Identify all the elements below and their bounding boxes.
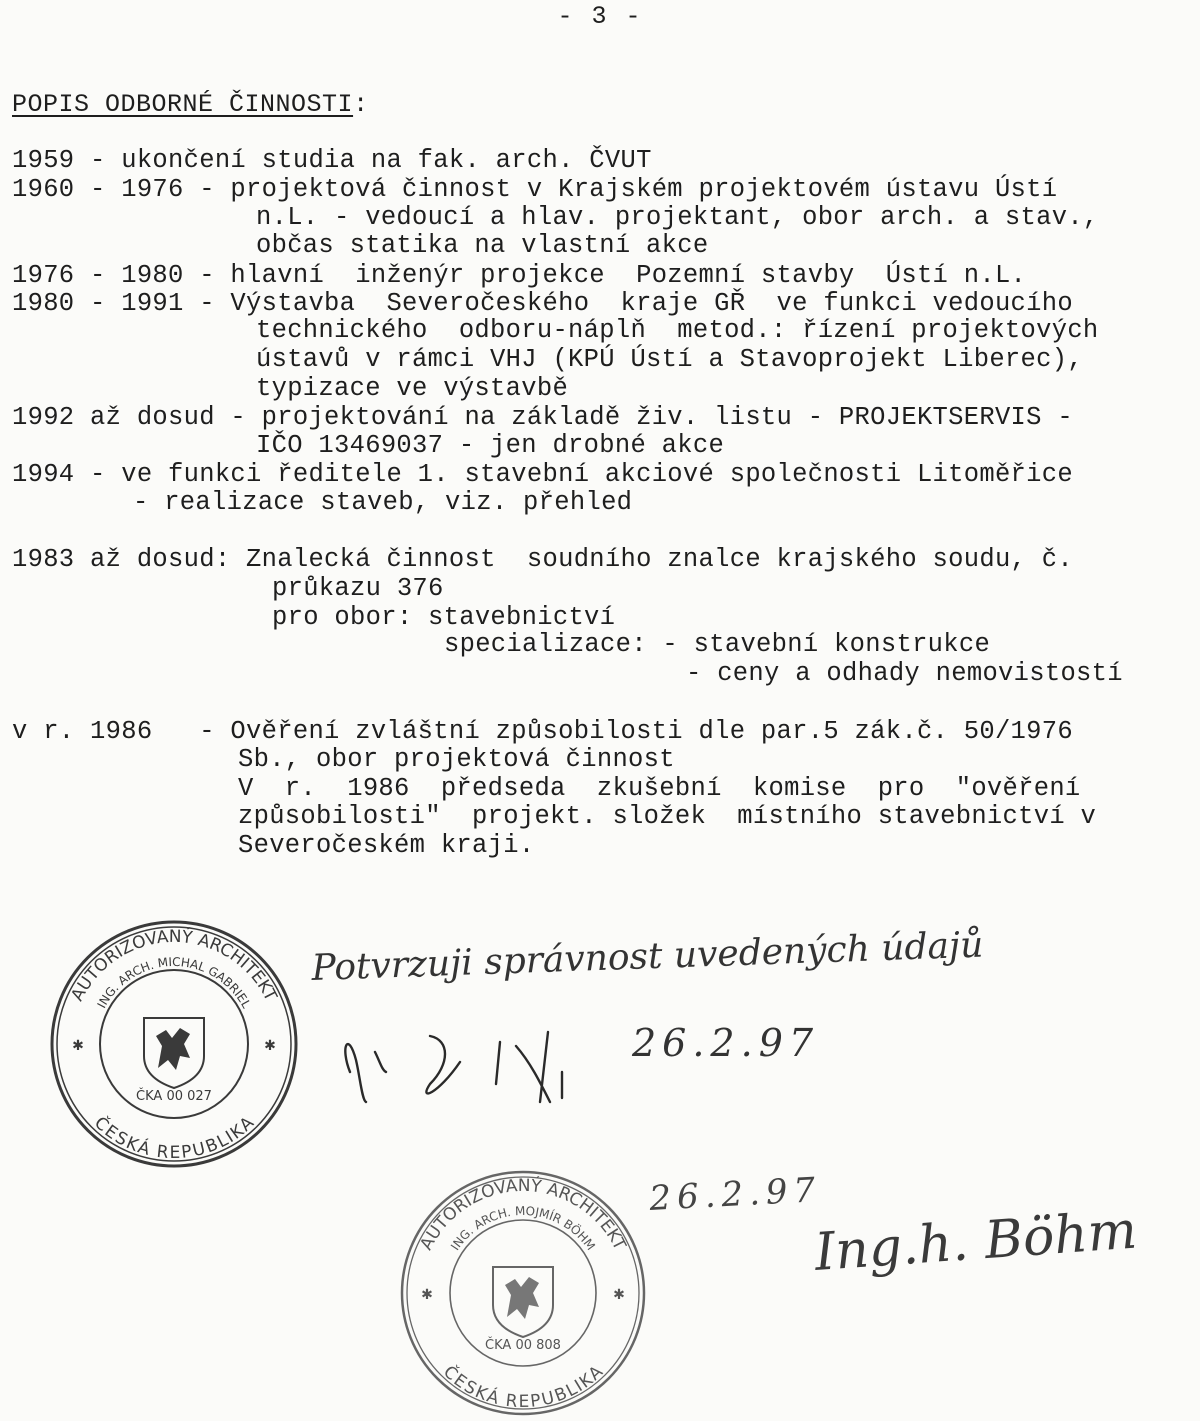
entry-line: 1980 - 1991 - Výstavba Severočeského kraje GŘ ve funkci vedoucího	[12, 289, 1073, 318]
entry-line: V r. 1986 předseda zkušební komise pro "ověření	[238, 774, 1081, 803]
signature-2-text: Ing.h. Böhm	[812, 1200, 1139, 1283]
coat-of-arms-icon	[493, 1267, 553, 1337]
entry-line: technického odboru-náplň metod.: řízení projektových	[256, 316, 1099, 345]
entry-line: Sb., obor projektová činnost	[238, 745, 675, 774]
heading-title: POPIS ODBORNÉ ČINNOSTI	[12, 90, 354, 119]
entry-line: průkazu 376	[272, 574, 444, 603]
section-heading	[12, 90, 369, 119]
signature-2-date: 26.2.97	[648, 1170, 823, 1219]
signature-1-stroke	[345, 1032, 562, 1102]
svg-text:✱: ✱	[72, 1038, 84, 1054]
entry-line: ústavů v rámci VHJ (KPÚ Ústí a Stavoprojekt Liberec),	[256, 345, 1083, 374]
stamp-2-bottom-text: ČESKÁ REPUBLIKA	[439, 1362, 607, 1413]
signature-1-date: 26.2.97	[632, 1021, 820, 1065]
entry-line: 1983 až dosud: Znalecká činnost soudního znalce krajského soudu, č.	[12, 545, 1073, 574]
page-number: - 3 -	[557, 2, 643, 31]
entry-line: 1994 - ve funkci ředitele 1. stavební akciové společnosti Litoměřice	[12, 460, 1073, 489]
architect-stamp-2	[398, 1168, 648, 1418]
svg-text:✱: ✱	[264, 1038, 276, 1054]
stamp-1-top-text: AUTORIZOVANÝ ARCHITEKT	[67, 926, 281, 1005]
entry-line: občas statika na vlastní akce	[256, 231, 709, 260]
entry-line: 1960 - 1976 - projektová činnost v Krajském projektovém ústavu Ústí	[12, 175, 1058, 204]
entry-line: specializace: - stavební konstrukce	[444, 630, 991, 659]
coat-of-arms-icon	[144, 1018, 204, 1088]
stamp-2-inner-text: ING. ARCH. MOJMÍR BÖHM	[447, 1203, 598, 1253]
entry-line: - realizace staveb, viz. přehled	[133, 488, 633, 517]
entry-line: 1959 - ukončení studia na fak. arch. ČVUT	[12, 146, 652, 175]
architect-stamp-1	[48, 918, 300, 1170]
entry-line: způsobilosti" projekt. složek místního stavebnictví v	[238, 802, 1097, 831]
entry-line: pro obor: stavebnictví	[272, 603, 616, 632]
stamp-1-number: ČKA 00 027	[136, 1089, 212, 1104]
entry-line: Severočeském kraji.	[238, 831, 535, 860]
entry-line: 1976 - 1980 - hlavní inženýr projekce Pozemní stavby Ústí n.L.	[12, 261, 1027, 290]
stamp-1-inner-text: ING. ARCH. MICHAL GABRIEL	[94, 954, 254, 1011]
entry-line: 1992 až dosud - projektování na základě živ. listu - PROJEKTSERVIS -	[12, 403, 1073, 432]
entry-line: v r. 1986 - Ověření zvláštní způsobilosti dle par.5 zák.č. 50/1976	[12, 717, 1073, 746]
entry-line: IČO 13469037 - jen drobné akce	[256, 431, 725, 460]
entry-line: n.L. - vedoucí a hlav. projektant, obor arch. a stav.,	[256, 203, 1099, 232]
heading-colon: :	[353, 90, 369, 119]
handwritten-signature-2	[640, 1170, 1160, 1310]
confirmation-text: Potvrzuji správnost uvedených údajů	[310, 924, 984, 989]
handwritten-confirmation	[300, 922, 1120, 1132]
stamp-2-top-text: AUTORIZOVANÝ ARCHITEKT	[416, 1175, 630, 1254]
svg-text:✱: ✱	[421, 1287, 433, 1303]
svg-text:✱: ✱	[613, 1287, 625, 1303]
entry-line: - ceny a odhady nemovistostí	[686, 659, 1123, 688]
stamp-1-bottom-text: ČESKÁ REPUBLIKA	[90, 1113, 258, 1164]
entry-line: typizace ve výstavbě	[256, 374, 569, 403]
stamp-2-number: ČKA 00 808	[485, 1338, 561, 1353]
